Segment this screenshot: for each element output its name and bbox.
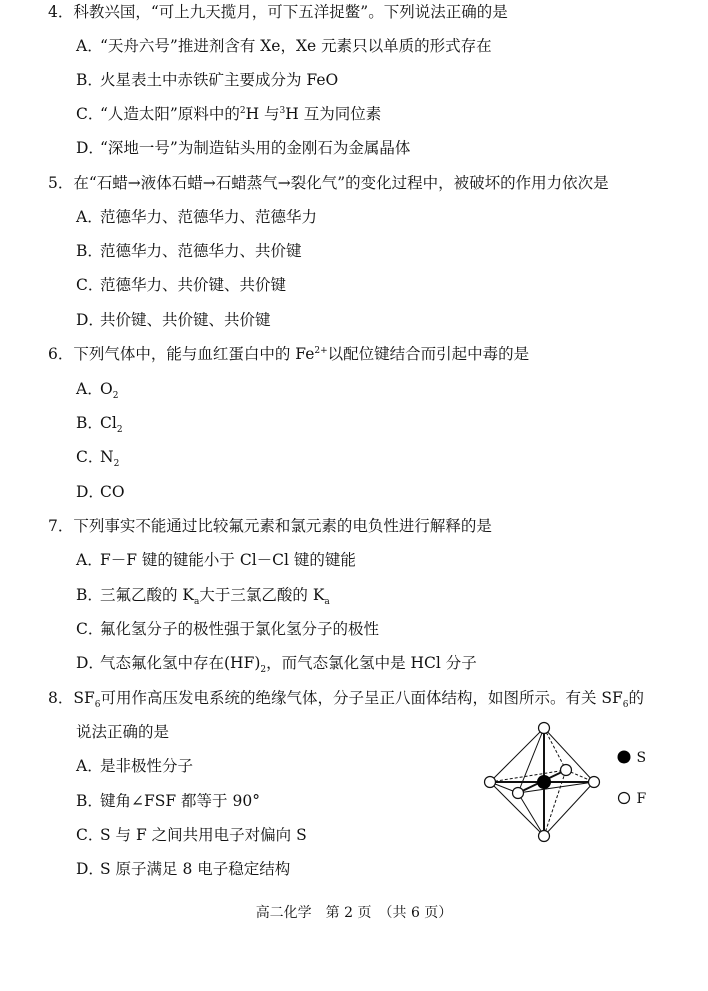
question-number: 5． [48,174,74,192]
question-5-option-b: B．范德华力、范德华力、共价键 [76,242,302,260]
question-6-option-b: B．$Cl_2$ [76,414,123,436]
legend-f: F [616,790,646,807]
question-8-option-d: D．S 原子满足 8 电子稳定结构 [76,860,291,878]
question-number: 4． [48,3,74,21]
question-7-stem: 7．下列事实不能通过比较氟元素和氯元素的电负性进行解释的是 [48,517,492,535]
fluorine-atom [539,723,550,734]
question-4-option-c: C．“人造太阳”原料中的$^2$H 与$^3$H 互为同位素 [76,105,382,123]
top-edge-hidden [544,728,566,770]
fluorine-atom [539,831,550,842]
question-7-option-c: C．氟化氢分子的极性强于氯化氢分子的极性 [76,620,380,638]
question-6-option-c: C．$N_2$ [76,448,120,470]
question-8-option-c: C．S 与 F 之间共用电子对偏向 S [76,826,307,844]
question-7-option-d: D．气态氟化氢中存在$(HF)_2$，而气态氯化氢中是 HCl 分子 [76,654,477,676]
question-4-option-d: D．“深地一号”为制造钻头用的金刚石为金属晶体 [76,139,411,157]
question-8-stem-line2: 说法正确的是 [76,723,170,741]
question-7-option-b: B．三氟乙酸的 $K_a$大于三氯乙酸的 $K_a$ [76,586,330,608]
question-8-option-a: A．是非极性分子 [76,757,194,775]
fluorine-atom [513,788,524,799]
sulfur-atom [537,775,551,789]
question-number: 7． [48,517,74,535]
fluorine-atom [561,765,572,776]
question-7-option-a: A．F－F 键的键能小于 Cl－Cl 键的键能 [76,551,356,569]
hollow-circle-icon [616,790,632,806]
bottom-edge [544,782,594,836]
question-5-option-a: A．范德华力、范德华力、范德华力 [76,208,318,226]
question-6-option-a: A．$O_2$ [76,380,119,402]
question-4-option-b: B．火星表土中赤铁矿主要成分为 FeO [76,71,339,89]
fluorine-atom [589,777,600,788]
question-6-stem: 6．下列气体中，能与血红蛋白中的 $Fe^{2+}$以配位键结合而引起中毒的是 [48,345,530,363]
question-6-option-d: D．CO [76,483,125,501]
question-number: 8． [48,689,74,707]
question-5-option-c: C．范德华力、共价键、共价键 [76,276,287,294]
filled-circle-icon [616,749,632,765]
sf6-octahedron-diagram [480,718,610,848]
legend-s: S [616,749,646,766]
question-5-option-d: D．共价键、共价键、共价键 [76,311,271,329]
question-4-option-a: A．“天舟六号”推进剂含有 Xe，Xe 元素只以单质的形式存在 [76,37,492,55]
question-8-option-b: B．键角∠FSF 都等于 90° [76,792,260,810]
question-8-stem: 8．$SF_6$可用作高压发电系统的绝缘气体，分子呈正八面体结构，如图所示。有关 $SF_6$的 [48,689,645,711]
top-edge [490,728,544,782]
page-footer: 高二化学 第 2 页 （共 6 页） [255,905,453,921]
fluorine-atom [485,777,496,788]
question-number: 6． [48,345,74,363]
question-4-stem: 4．科教兴国，“可上九天揽月，可下五洋捉鳖”。下列说法正确的是 [48,3,508,21]
question-5-stem: 5．在“石蜡→液体石蜡→石蜡蒸气→裂化气”的变化过程中，被破坏的作用力依次是 [48,174,609,192]
